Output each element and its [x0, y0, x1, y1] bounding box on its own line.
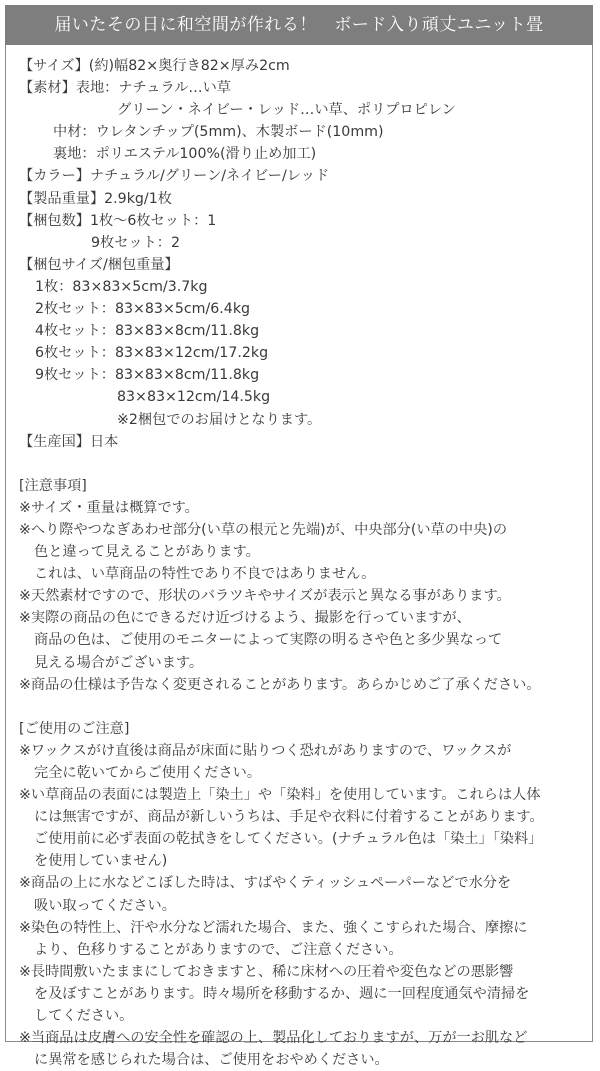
spec-material-core: 中材：ウレタンチップ(5mm)、木製ボード(10mm): [53, 124, 384, 141]
spec-packages-2: 9枚セット：2: [91, 234, 180, 251]
usage-line: を及ぼすことがあります。時々場所を移動するか、週に一回程度通気や清掃を: [34, 985, 530, 1002]
note-line: これは、い草商品の特性であり不良ではありません。: [34, 566, 376, 583]
spec-pkg-size-title: 【梱包サイズ/梱包重量】: [19, 256, 179, 273]
spec-origin: 【生産国】日本: [19, 433, 119, 450]
usage-line: より、色移りすることがありますので、ご注意ください。: [34, 941, 403, 958]
spec-content: [19, 55, 589, 1071]
spec-material-surface: 表地：ナチュラル…い草: [75, 80, 231, 97]
usage-line: してください。: [34, 1008, 134, 1025]
note-line: ※サイズ・重量は概算です。: [19, 499, 199, 516]
spec-material-label: 【素材】: [19, 80, 76, 97]
spec-color: 【カラー】ナチュラル/グリーン/ネイビー/レッド: [19, 168, 330, 185]
usage-line: ※商品の上に水などこぼした時は、すばやくティッシュペーパーなどで水分を: [19, 875, 512, 892]
usage-line: 吸い取ってください。: [34, 897, 176, 914]
spec-weight: 【製品重量】2.9kg/1枚: [19, 190, 172, 207]
page-title: 届いたその日に和空間が作れる！ ボード入り頑丈ユニット畳: [5, 5, 593, 45]
spec-size: 【サイズ】(約)幅82×奥行き82×厚み2cm: [19, 58, 290, 74]
spec-packages: 【梱包数】1枚～6枚セット：1: [19, 212, 217, 229]
pkg-row: 1枚：83×83×5cm/3.7kg: [35, 278, 208, 295]
pkg-note: ※2梱包でのお届けとなります。: [117, 411, 322, 428]
usage-line: を使用していません): [34, 853, 168, 870]
usage-line: には無害ですが、商品が新しいうちは、手足や衣料に付着することがあります。: [34, 809, 544, 826]
spec-material-row: [19, 77, 589, 99]
pkg-row: 83×83×12cm/14.5kg: [117, 389, 271, 406]
note-line: ※実際の商品の色にできるだけ近づけるよう、撮影を行っていますが、: [19, 610, 471, 627]
usage-line: ※長時間敷いたままにしておきますと、稀に床材への圧着や変色などの悪影響: [19, 963, 514, 980]
note-line: 商品の色は、ご使用のモニターによって実際の明るさや色と多少異なって: [34, 632, 503, 649]
pkg-row: 6枚セット：83×83×12cm/17.2kg: [35, 345, 269, 362]
usage-line: ※染色の特性上、汗や水分など濡れた場合、また、強くこすられた場合、摩擦に: [19, 919, 528, 936]
spec-material-surface-2: グリーン・ネイビー・レッド…い草、ポリプロピレン: [117, 102, 456, 119]
note-line: 色と違って見えることがあります。: [34, 544, 260, 561]
usage-line: ※ワックスがけ直後は商品が床面に貼りつく恐れがありますので、ワックスが: [19, 742, 512, 759]
usage-line: ※い草商品の表面には製造上「染土」や「染料」を使用しています。これらは人体: [19, 787, 541, 804]
note-line: ※へり際やつなぎあわせ部分(い草の根元と先端)が、中央部分(い草の中央)の: [19, 521, 508, 538]
usage-line: ご使用前に必ず表面の乾拭きをしてください。(ナチュラル色は「染土」「染料」: [34, 831, 543, 848]
notes-title: [注意事項]: [19, 477, 87, 494]
note-line: ※商品の仕様は予告なく変更されることがあります。あらかじめご了承ください。: [19, 676, 541, 693]
pkg-row: 9枚セット：83×83×8cm/11.8kg: [35, 367, 260, 384]
usage-line: に異常を感じられた場合は、ご使用をおやめください。: [34, 1052, 389, 1069]
pkg-row: 2枚セット：83×83×5cm/6.4kg: [35, 301, 251, 318]
usage-title: [ご使用のご注意]: [19, 720, 130, 737]
pkg-row: 4枚セット：83×83×8cm/11.8kg: [35, 323, 260, 340]
note-line: 見える場合がございます。: [34, 654, 204, 671]
note-line: ※天然素材ですので、形状のバラツキやサイズが表示と異なる事があります。: [19, 588, 511, 605]
spec-material-back: 裏地：ポリエステル100%(滑り止め加工): [53, 146, 317, 163]
usage-line: 完全に乾いてからご使用ください。: [34, 765, 262, 781]
usage-line: ※当商品は皮膚への安全性を確認の上、製品化しておりますが、万が一お肌など: [19, 1030, 528, 1047]
